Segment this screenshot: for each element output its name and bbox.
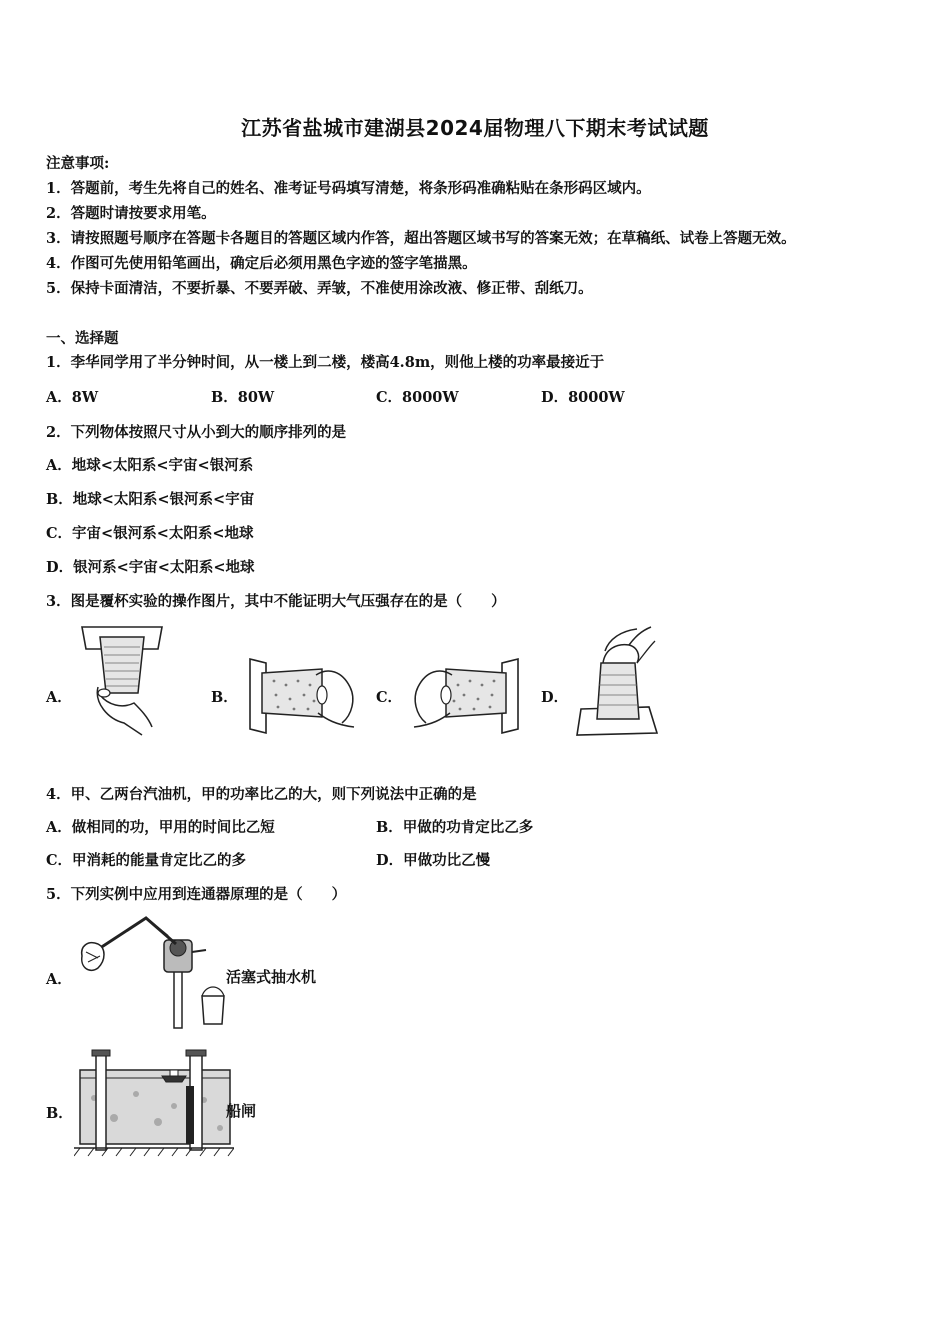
q5-caption-b: 船闸 [226,1102,257,1120]
question-4-stem: 4．甲、乙两台汽油机，甲的功率比乙的大，则下列说法中正确的是 [46,786,477,803]
piston-pump-figure [76,912,226,1030]
notice-item: 2．答题时请按要求用笔。 [46,205,216,222]
q5-caption-a: 活塞式抽水机 [226,968,317,986]
ship-lock-figure [74,1048,234,1160]
q1-option-c: C．8000W [376,389,459,406]
cup-experiment-a-figure [78,623,168,741]
notice-item: 4．作图可先使用铅笔画出，确定后必须用黑色字迹的签字笔描黑。 [46,255,477,272]
q4-option-c: C．甲消耗的能量肯定比乙的多 [46,852,247,869]
question-1-stem: 1．李华同学用了半分钟时间，从一楼上到二楼，楼高4.8m，则他上楼的功率最接近于 [46,354,605,371]
q3-label-d: D． [541,689,569,706]
section-heading: 一、选择题 [46,330,119,347]
cup-experiment-c-figure [408,655,522,735]
q1-option-d: D．8000W [541,389,625,406]
q4-option-a: A．做相同的功，甲用的时间比乙短 [46,819,275,836]
cup-experiment-d-figure [575,623,661,737]
q5-label-b: B． [46,1105,73,1122]
q2-option-d: D．银河系<宇宙<太阳系<地球 [46,559,255,576]
q4-option-d: D．甲做功比乙慢 [376,852,491,869]
q3-label-a: A． [46,689,72,706]
q3-label-c: C． [376,689,403,706]
q3-label-b: B． [211,689,238,706]
q2-option-a: A．地球<太阳系<宇宙<银河系 [46,457,254,474]
q2-option-b: B．地球<太阳系<银河系<宇宙 [46,491,255,508]
q4-option-b: B．甲做的功肯定比乙多 [376,819,534,836]
cup-experiment-b-figure [246,655,360,735]
question-2-stem: 2．下列物体按照尺寸从小到大的顺序排列的是 [46,424,347,441]
notice-item: 1．答题前，考生先将自己的姓名、准考证号码填写清楚，将条形码准确粘贴在条形码区域内。 [46,180,651,197]
notice-heading: 注意事项: [46,155,110,172]
page-title: 江苏省盐城市建湖县2024届物理八下期末考试试题 [241,116,709,140]
q1-option-a: A．8W [46,389,99,406]
q1-option-b: B．80W [211,389,275,406]
question-5-stem: 5．下列实例中应用到连通器原理的是（ ） [46,886,347,903]
q5-label-a: A． [46,971,72,988]
question-3-stem: 3．图是覆杯实验的操作图片，其中不能证明大气压强存在的是（ ） [46,593,506,610]
q2-option-c: C．宇宙<银河系<太阳系<地球 [46,525,254,542]
notice-item: 3．请按照题号顺序在答题卡各题目的答题区域内作答，超出答题区域书写的答案无效；在草稿纸、试卷上答题无效。 [46,230,796,247]
notice-item: 5．保持卡面清洁，不要折暴、不要弄破、弄皱，不准使用涂改液、修正带、刮纸刀。 [46,280,593,297]
